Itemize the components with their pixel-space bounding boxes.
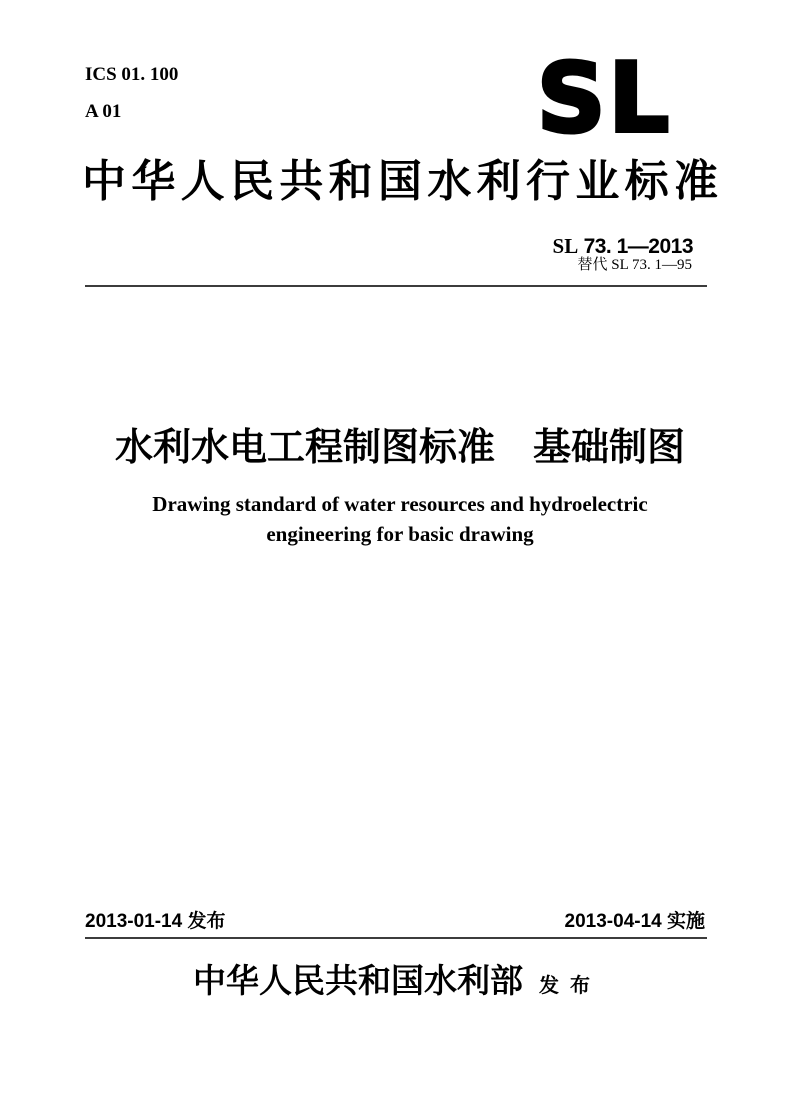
standard-category-title: 中华人民共和国水利行业标准 [82, 157, 718, 206]
sl-logo: SL [537, 44, 672, 154]
document-title-en-line1: Drawing standard of water resources and hydroelectric [152, 492, 648, 516]
issuing-body: 中华人民共和国水利部 [193, 964, 523, 1000]
document-title-en-line2: engineering for basic drawing [266, 522, 534, 546]
standard-number-rest: 73. 1—2013 [578, 235, 693, 258]
publish-label: 发 布 [539, 975, 593, 997]
ics-code: ICS 01. 100 [85, 64, 179, 85]
standard-number-prefix: SL [552, 234, 579, 258]
document-title-zh: 水利水电工程制图标准 基础制图 [114, 427, 685, 469]
replaces-note: 替代 SL 73. 1—95 [577, 257, 692, 273]
classification-code: A 01 [85, 101, 122, 122]
top-divider [85, 285, 707, 287]
document-title-en [0, 489, 800, 549]
effective-date: 2013-04-14 实施 [564, 911, 705, 932]
bottom-divider [85, 937, 707, 939]
footer [0, 962, 786, 1008]
issue-date: 2013-01-14 发布 [85, 911, 226, 932]
